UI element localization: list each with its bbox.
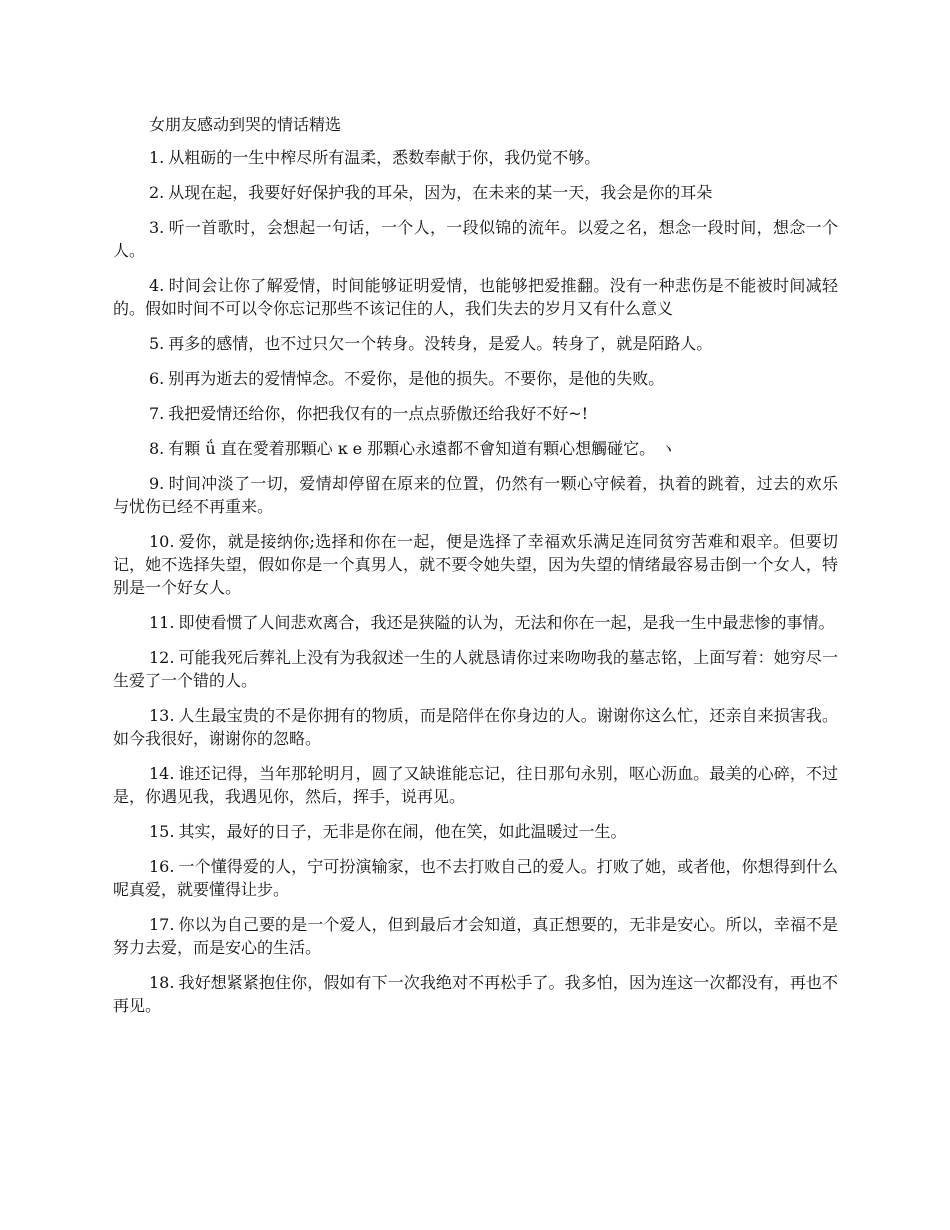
paragraph-text: 一个懂得爱的人，宁可扮演输家，也不去打败自己的爱人。打败了她，或者他，你想得到什么呢真爱，就要懂得让步。 [113, 857, 838, 899]
paragraph-text: 其实，最好的日子，无非是你在闹，他在笑，如此温暖过一生。 [178, 822, 627, 841]
paragraph-item [113, 332, 838, 355]
paragraph-number: 6. [149, 369, 165, 388]
paragraph-number: 13. [149, 706, 175, 725]
paragraph-item [113, 402, 838, 425]
paragraph-item [113, 367, 838, 390]
paragraph-item [113, 762, 838, 808]
paragraph-text: 你以为自己要的是一个爱人，但到最后才会知道，真正想要的，无非是安心。所以，幸福不是努力去爱，而是安心的生活。 [113, 915, 838, 957]
paragraph-number: 11. [149, 613, 175, 632]
paragraph-number: 8. [149, 439, 165, 458]
paragraph-item [113, 146, 838, 169]
paragraph-number: 17. [149, 915, 175, 934]
paragraph-text: 谁还记得，当年那轮明月，圆了又缺谁能忘记，往日那句永别，呕心沥血。最美的心碎，不过是，你遇见我，我遇见你，然后，挥手，说再见。 [113, 764, 838, 806]
paragraph-text: 爱你，就是接纳你;选择和你在一起，便是选择了幸福欢乐满足连同贫穷苦难和艰辛。但要切记，她不选择失望，假如你是一个真男人，就不要令她失望，因为失望的情绪最容易击倒一个女人，特别是一个好女人。 [113, 532, 838, 597]
paragraph-item [113, 971, 838, 1017]
paragraph-text: 时间冲淡了一切，爱情却停留在原来的位置，仍然有一颗心守候着，执着的跳着，过去的欢乐与忧伤已经不再重来。 [113, 474, 838, 516]
paragraph-text: 从粗砺的一生中榨尽所有温柔，悉数奉献于你，我仍觉不够。 [168, 148, 601, 167]
paragraph-text: 可能我死后葬礼上没有为我叙述一生的人就恳请你过来吻吻我的墓志铭，上面写着：她穷尽一生爱了一个错的人。 [113, 648, 838, 690]
paragraph-text: 别再为逝去的爱情悼念。不爱你，是他的损失。不要你，是他的失败。 [168, 369, 665, 388]
paragraph-list [113, 146, 838, 1017]
paragraph-number: 18. [149, 973, 175, 992]
paragraph-text: 我把爱情还给你，你把我仅有的一点点骄傲还给我好不好~! [168, 404, 589, 423]
paragraph-number: 10. [149, 532, 175, 551]
paragraph-item [113, 437, 838, 460]
paragraph-number: 12. [149, 648, 175, 667]
paragraph-item [113, 274, 838, 320]
paragraph-number: 15. [149, 822, 175, 841]
paragraph-text: 人生最宝贵的不是你拥有的物质，而是陪伴在你身边的人。谢谢你这么忙，还亲自来损害我。如今我很好，谢谢你的忽略。 [113, 706, 838, 748]
paragraph-item [113, 855, 838, 901]
paragraph-text: 时间会让你了解爱情，时间能够证明爱情，也能够把爱推翻。没有一种悲伤是不能被时间减轻的。假如时间不可以令你忘记那些不该记住的人，我们失去的岁月又有什么意义 [113, 276, 838, 318]
paragraph-number: 16. [149, 857, 175, 876]
paragraph-item [113, 820, 838, 843]
paragraph-item [113, 611, 838, 634]
paragraph-item [113, 646, 838, 692]
paragraph-number: 14. [149, 764, 175, 783]
paragraph-item [113, 530, 838, 599]
paragraph-text: 再多的感情，也不过只欠一个转身。没转身，是爱人。转身了，就是陌路人。 [168, 334, 713, 353]
document-body [113, 113, 838, 1029]
paragraph-text: 有顆 ǘ 直在愛着那顆心 ĸ e 那顆心永遠都不會知道有顆心想觸碰它。 ヽ [168, 439, 677, 458]
paragraph-item [113, 181, 838, 204]
paragraph-number: 3. [149, 218, 165, 237]
paragraph-number: 7. [149, 404, 165, 423]
paragraph-number: 9. [149, 474, 165, 493]
paragraph-text: 从现在起，我要好好保护我的耳朵，因为，在未来的某一天，我会是你的耳朵 [168, 183, 713, 202]
paragraph-item [113, 472, 838, 518]
paragraph-text: 听一首歌时，会想起一句话，一个人，一段似锦的流年。以爱之名，想念一段时间，想念一个人。 [113, 218, 838, 260]
paragraph-number: 2. [149, 183, 165, 202]
paragraph-item [113, 913, 838, 959]
paragraph-text: 我好想紧紧抱住你，假如有下一次我绝对不再松手了。我多怕，因为连这一次都没有，再也不再见。 [113, 973, 838, 1015]
paragraph-item [113, 704, 838, 750]
paragraph-number: 5. [149, 334, 165, 353]
paragraph-text: 即使看惯了人间悲欢离合，我还是狭隘的认为，无法和你在一起，是我一生中最悲惨的事情。 [178, 613, 835, 632]
document-title: 女朋友感动到哭的情话精选 [149, 115, 342, 134]
paragraph-number: 4. [149, 276, 165, 295]
paragraph-number: 1. [149, 148, 165, 167]
paragraph-item [113, 216, 838, 262]
